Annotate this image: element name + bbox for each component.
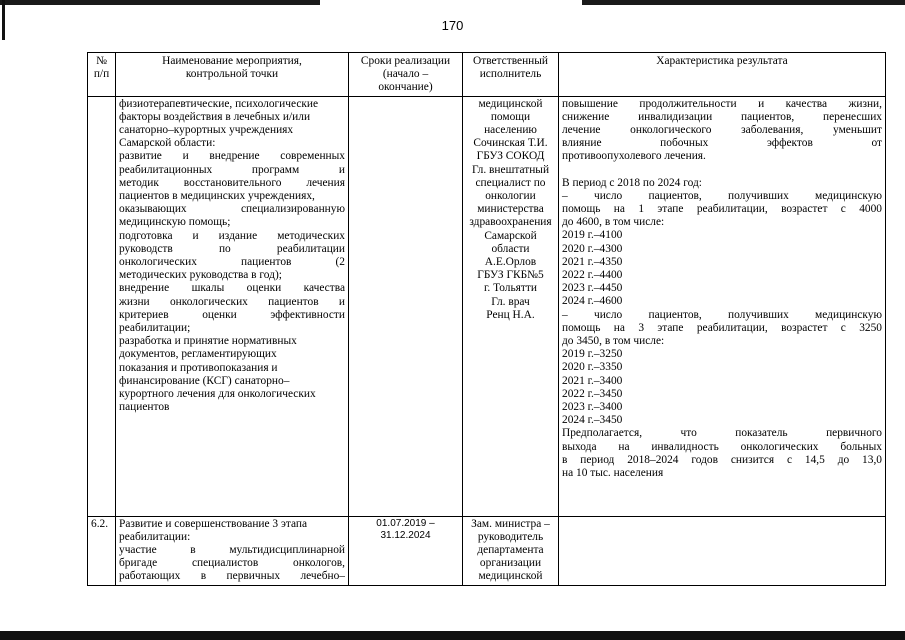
row1-char-cell xyxy=(559,96,886,516)
header-name xyxy=(116,53,349,97)
text-line: пациентов в медицинских учреждениях, xyxy=(119,190,315,203)
text-line: департамента xyxy=(477,544,544,557)
text-line: противоопухолевого лечения. xyxy=(562,150,706,163)
bottom-scan-bar xyxy=(0,631,905,640)
row2-term-cell xyxy=(349,516,463,585)
text-line: 2020 г.–4300 xyxy=(562,242,623,255)
text-line: методик восстановительного лечения xyxy=(119,176,345,189)
measures-table xyxy=(87,52,886,586)
text-line: 2024 г.–4600 xyxy=(562,295,623,308)
row2-resp-cell xyxy=(463,516,559,585)
text-line: факторы воздействия в лечебных и/или xyxy=(119,110,311,123)
header-resp-line: исполнитель xyxy=(479,68,542,81)
text-line: – число пациентов, получивших медицинскую xyxy=(562,189,882,202)
header-term xyxy=(349,53,463,97)
table-row xyxy=(88,96,886,516)
text-line: финансирование (КСГ) санаторно– xyxy=(119,374,290,387)
text-line: Самарской xyxy=(484,229,537,242)
top-rule-gap xyxy=(320,0,582,5)
row2-num-cell: 6.2. xyxy=(88,516,116,585)
text-line: бригаде специалистов онкологов, xyxy=(119,557,345,570)
header-num-line: № xyxy=(96,55,107,67)
text-line: ГБУЗ ГКБ№5 xyxy=(477,269,544,282)
text-line: руководств по реабилитации xyxy=(119,242,345,255)
text-line: 2021 г.–3400 xyxy=(562,374,623,387)
text-line: А.Е.Орлов xyxy=(484,256,537,269)
text-line: подготовка и издание методических xyxy=(119,229,345,242)
header-char xyxy=(559,53,886,97)
text-line: – число пациентов, получивших медицинскую xyxy=(562,308,882,321)
text-line: влияние побочных эффектов от xyxy=(562,137,882,150)
text-line: реабилитационных программ и xyxy=(119,163,345,176)
text-line: на 10 тыс. населения xyxy=(562,467,664,480)
text-line: медицинской xyxy=(478,570,543,583)
text-line: до 4600, в том числе: xyxy=(562,216,665,229)
text-line: 2021 г.–4350 xyxy=(562,255,623,268)
text-line: В период с 2018 по 2024 год: xyxy=(562,176,702,189)
text-line: онкологии xyxy=(485,190,536,203)
text-line: санаторно–курортных учреждениях xyxy=(119,124,294,137)
text-line: оказывающих специализированную xyxy=(119,203,345,216)
text-line: развитие и внедрение современных xyxy=(119,150,345,163)
text-line: 31.12.2024 xyxy=(380,529,431,541)
text-line: методических руководства в год); xyxy=(119,269,282,282)
text-line: Гл. внештатный xyxy=(471,163,550,176)
row2-char-cell xyxy=(559,516,886,585)
text-line: выхода на инвалидность онкологических больных xyxy=(562,440,882,453)
text-line: специалист по xyxy=(475,176,546,189)
text-line: г. Тольятти xyxy=(484,282,537,295)
text-line: населению xyxy=(484,124,537,137)
header-name-line: контрольной точки xyxy=(185,68,279,81)
text-line: до 3450, в том числе: xyxy=(562,335,665,348)
header-num xyxy=(88,53,116,97)
text-line: 2024 г.–3450 xyxy=(562,414,623,427)
text-line: медицинскую помощь; xyxy=(119,216,231,229)
text-line: 2019 г.–3250 xyxy=(562,348,623,361)
row1-num-cell xyxy=(88,96,116,516)
text-line: участие в мультидисциплинарной xyxy=(119,544,345,557)
text-line: документов, регламентирующих xyxy=(119,348,277,361)
text-line: министерства xyxy=(477,203,544,216)
text-line: 01.07.2019 – xyxy=(376,517,435,529)
text-line: 2022 г.–3450 xyxy=(562,387,623,400)
text-line: Гл. врач xyxy=(491,295,530,308)
text-line: 2020 г.–3350 xyxy=(562,361,623,374)
text-line: помощь на 1 этапе реабилитации, возрастет с 4000 xyxy=(562,203,882,216)
text-line: медицинской xyxy=(478,97,543,110)
table-row xyxy=(88,516,886,585)
text-line: ГБУЗ СОКОД xyxy=(476,150,545,163)
text-line: в период 2018–2024 годов снизится с 14,5 до 13,0 xyxy=(562,453,882,466)
text-line: Развитие и совершенствование 3 этапа xyxy=(119,517,308,530)
text-line: Зам. министра – xyxy=(471,517,550,530)
text-line: Предполагается, что показатель первичного xyxy=(562,427,882,440)
header-term-line: (начало – xyxy=(382,68,429,81)
text-line: курортного лечения для онкологических xyxy=(119,388,316,401)
header-resp xyxy=(463,53,559,97)
text-line xyxy=(562,164,882,177)
row1-term-cell xyxy=(349,96,463,516)
text-line: Ренц Н.А. xyxy=(486,308,535,321)
text-line: реабилитации; xyxy=(119,322,191,335)
text-line: работающих в первичных лечебно– xyxy=(119,570,345,583)
text-line: реабилитации: xyxy=(119,530,191,543)
text-line: руководитель xyxy=(477,530,544,543)
header-char-line: Характеристика результата xyxy=(656,55,788,67)
header-term-line: окончание) xyxy=(378,81,433,94)
page-number: 170 xyxy=(441,18,464,33)
header-num-line: п/п xyxy=(93,68,110,81)
text-line: 2023 г.–4450 xyxy=(562,282,623,295)
row2-name-cell xyxy=(116,516,349,585)
text-line: снижение инвалидизации пациентов, перенесших xyxy=(562,110,882,123)
text-line: Самарской области: xyxy=(119,137,216,150)
text-line: области xyxy=(491,242,530,255)
row1-name-cell xyxy=(116,96,349,516)
text-line: онкологических пациентов (2 xyxy=(119,256,345,269)
header-resp-line: Ответственный xyxy=(472,55,549,67)
table-header-row xyxy=(88,53,886,97)
text-line: физиотерапевтические, психологические xyxy=(119,97,319,110)
text-line: помощи xyxy=(490,110,531,123)
text-line: критериев оценки эффективности xyxy=(119,308,345,321)
text-line: жизни онкологических пациентов и xyxy=(119,295,345,308)
text-line: Сочинская Т.И. xyxy=(473,137,548,150)
text-line: 2023 г.–3400 xyxy=(562,401,623,414)
text-line: пациентов xyxy=(119,401,170,414)
text-line: внедрение шкалы оценки качества xyxy=(119,282,345,295)
text-line: разработка и принятие нормативных xyxy=(119,335,297,348)
text-line: 2019 г.–4100 xyxy=(562,229,623,242)
row1-resp-cell xyxy=(463,96,559,516)
text-line: лечение онкологического заболевания, уменьшит xyxy=(562,124,882,137)
text-line: организации xyxy=(479,557,542,570)
text-line: помощь на 3 этапе реабилитации, возрастет с 3250 xyxy=(562,321,882,334)
text-line: повышение продолжительности и качества жизни, xyxy=(562,97,882,110)
text-line: здравоохранения xyxy=(469,216,552,229)
header-name-line: Наименование мероприятия, xyxy=(162,55,302,67)
text-line: показания и противопоказания и xyxy=(119,361,278,374)
text-line: 2022 г.–4400 xyxy=(562,269,623,282)
header-term-line: Сроки реализации xyxy=(360,55,451,67)
